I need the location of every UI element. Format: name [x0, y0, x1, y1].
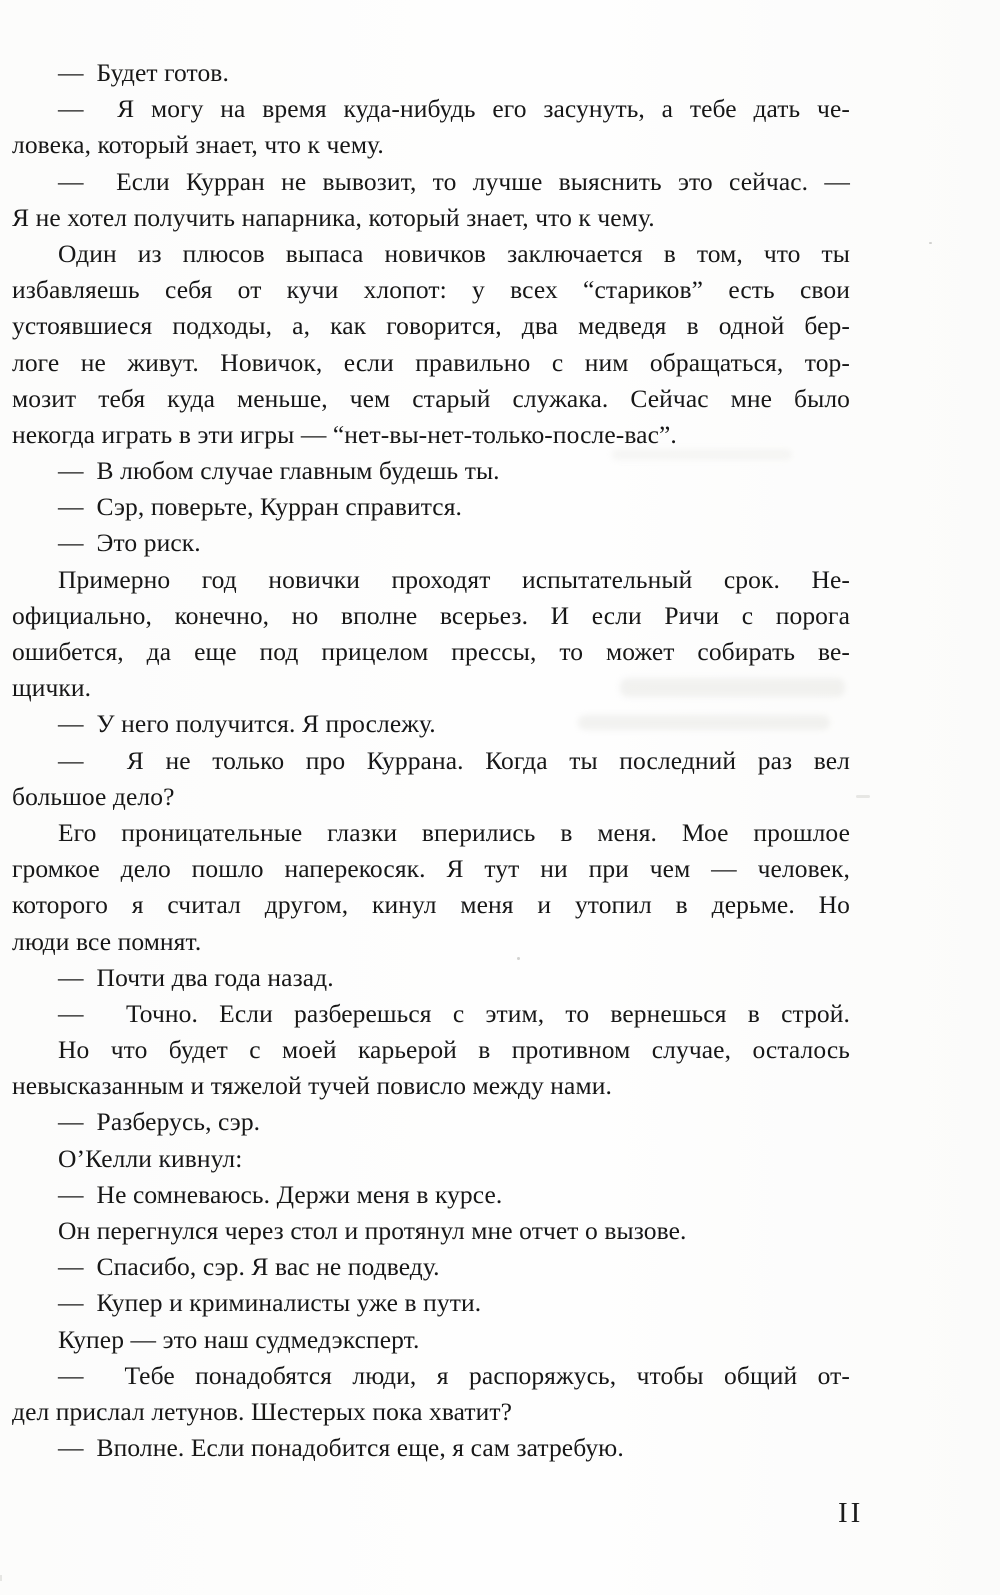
text-line: логе не живут. Новичок, если правильно с ним обращаться, тор- [12, 347, 850, 377]
text-line: громкое дело пошло наперекосяк. Я тут ни при чем — человек, [12, 854, 850, 884]
body-text-block [12, 55, 850, 1466]
text-line: — Купер и криминалисты уже в пути. [58, 1288, 482, 1318]
text-line: Но что будет с моей карьерой в противном случае, осталось [58, 1035, 850, 1065]
text-line: — Тебе понадобятся люди, я распоряжусь, чтобы общий от- [58, 1360, 850, 1390]
scan-speck [0, 1575, 2, 1581]
bleedthrough-artifact [578, 715, 830, 730]
scan-speck [517, 957, 520, 960]
text-line: Он перегнулся через стол и протянул мне отчет о вызове. [58, 1216, 687, 1245]
text-line: люди все помнят. [12, 926, 202, 956]
text-line: Я не хотел получить напарника, который знает, что к чему. [12, 202, 655, 232]
text-line: О’Келли кивнул: [58, 1143, 243, 1173]
bleedthrough-artifact [620, 678, 845, 697]
text-line: — Разберусь, сэр. [58, 1107, 261, 1137]
text-line: — Я не только про Куррана. Когда ты последний раз вел [58, 745, 850, 775]
text-line: — В любом случае главным будешь ты. [58, 456, 500, 486]
text-line: ошибется, да еще под прицелом прессы, то может собирать ве- [12, 637, 850, 666]
text-line: — Сэр, поверьте, Курран справится. [58, 492, 463, 522]
text-line: устоявшиеся подходы, а, как говорится, два медведя в одной бер- [12, 311, 850, 341]
text-line: дел прислал летунов. Шестерых пока хватит? [12, 1396, 513, 1426]
text-line: — Спасибо, сэр. Я вас не подведу. [58, 1252, 440, 1282]
text-line: — У него получится. Я прослежу. [58, 709, 436, 739]
text-line: избавляешь себя от кучи хлопот: у всех “стариков” есть свои [12, 275, 850, 305]
scan-speck [856, 795, 870, 798]
text-line: большое дело? [12, 781, 175, 811]
text-line: некогда играть в эти игры — “нет-вы-нет-только-после-вас”. [12, 419, 677, 449]
page-number: II [838, 1497, 864, 1529]
text-line: ловека, который знает, что к чему. [12, 130, 384, 160]
text-line: — Почти два года назад. [58, 962, 334, 992]
text-line: Примерно год новички проходят испытательный срок. Не- [58, 564, 850, 594]
text-line: — Будет готов. [58, 58, 229, 87]
text-line: мозит тебя куда меньше, чем старый служака. Сейчас мне было [12, 383, 850, 413]
text-line: — Я могу на время куда-нибудь его засунуть, а тебе дать че- [58, 94, 850, 124]
text-line: — Это риск. [58, 528, 201, 558]
text-line: — Точно. Если разберешься с этим, то вернешься в строй. [58, 998, 850, 1028]
scan-speck [929, 242, 932, 244]
text-line: щички. [12, 673, 92, 703]
text-line: Один из плюсов выпаса новичков заключается в том, что ты [58, 238, 850, 268]
text-line: — Не сомневаюсь. Держи меня в курсе. [58, 1179, 503, 1209]
text-line: невысказанным и тяжелой тучей повисло между нами. [12, 1071, 612, 1101]
text-line: Его проницательные глазки вперились в меня. Мое прошлое [58, 817, 850, 847]
text-line: которого я считал другом, кинул меня и утопил в дерьме. Но [12, 890, 850, 920]
text-line: — Вполне. Если понадобится еще, я сам затребую. [58, 1433, 624, 1463]
text-line: официально, конечно, но вполне всерьез. И если Ричи с порога [12, 600, 850, 630]
text-line: — Если Курран не вывозит, то лучше выяснить это сейчас. — [58, 166, 850, 196]
text-line: Купер — это наш судмедэксперт. [58, 1324, 420, 1354]
bleedthrough-artifact [612, 449, 792, 460]
